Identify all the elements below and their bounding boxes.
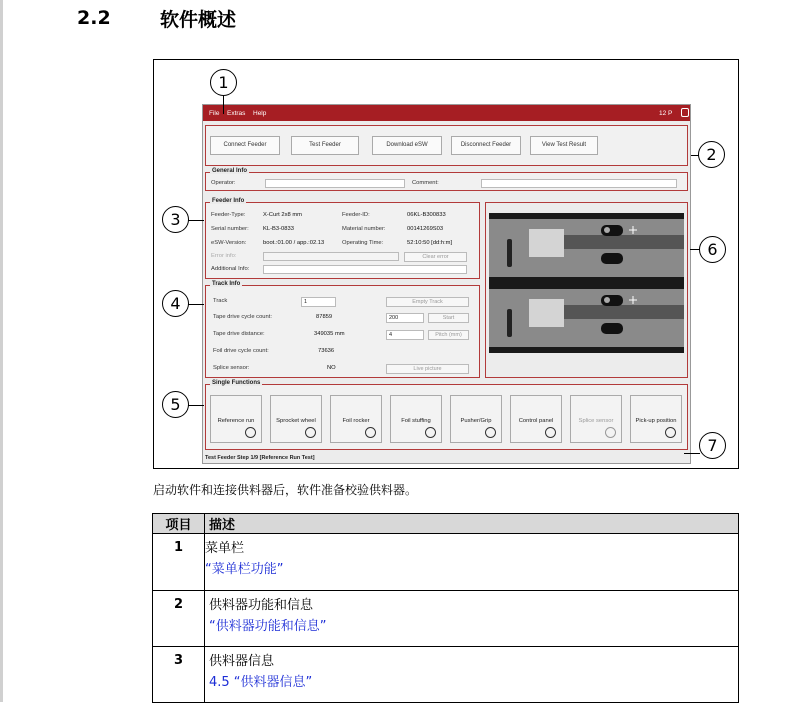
section-title: 软件概述: [160, 9, 237, 31]
single-functions-title: Single Functions: [212, 380, 261, 386]
header-description: 描述: [205, 514, 739, 534]
feeder-id-label: Feeder-ID:: [342, 212, 370, 218]
camera-view-group: [485, 202, 688, 378]
live-picture-button[interactable]: Live picture: [386, 364, 469, 374]
callout-1: 1: [210, 69, 237, 96]
callout-5: 5: [162, 391, 189, 418]
download-esw-button[interactable]: Download eSW: [372, 136, 442, 155]
disconnect-feeder-button[interactable]: Disconnect Feeder: [451, 136, 521, 155]
operator-label: Operator:: [211, 180, 236, 186]
callout-2: 2: [698, 141, 725, 168]
serial-label: Serial number:: [211, 226, 249, 232]
table-row: [153, 591, 739, 647]
control-panel-label: Control panel: [518, 418, 554, 424]
status-circle-icon: [305, 427, 316, 438]
callout-3: 3: [162, 206, 189, 233]
status-circle-icon: [545, 427, 556, 438]
track-info-group: [205, 281, 480, 378]
menu-extras[interactable]: Extras: [227, 110, 246, 117]
serial-value: KL-B3-0833: [263, 226, 294, 232]
general-info-group: [205, 168, 688, 191]
pusher-grip-label: Pusher/Grip: [460, 418, 492, 424]
foil-stuffing-button[interactable]: [390, 395, 442, 443]
foil-rocker-button[interactable]: [330, 395, 382, 443]
pusher-grip-button[interactable]: [450, 395, 502, 443]
operator-field[interactable]: [265, 179, 405, 188]
row-link[interactable]: “菜单栏功能”: [205, 562, 284, 577]
row-description-cell: [205, 534, 739, 591]
pitch-spinner[interactable]: 4: [386, 330, 424, 340]
esw-version-value: boot.:01.00 / app.:02.13: [263, 240, 325, 246]
esw-version-label: eSW-Version:: [211, 240, 247, 246]
status-circle-icon: [365, 427, 376, 438]
feeder-id-value: 06KL-B300833: [407, 212, 446, 218]
pitch-button[interactable]: Pitch (mm): [428, 330, 469, 340]
splice-sensor-label: Splice sensor: [578, 418, 614, 424]
figure-caption: 启动软件和连接供料器后，软件准备校验供料器。: [153, 483, 418, 497]
splice-sensor-value: NO: [327, 365, 336, 371]
tape-cycle-label: Tape drive cycle count:: [213, 314, 272, 320]
tape-cycle-value: 87859: [316, 314, 333, 320]
section-number: 2.2: [77, 7, 111, 29]
callout-6: 6: [699, 236, 726, 263]
start-button[interactable]: Start: [428, 313, 469, 323]
callout-4: 4: [162, 290, 189, 317]
splice-sensor-button[interactable]: [570, 395, 622, 443]
menu-bar: [203, 105, 690, 121]
status-circle-icon: [665, 427, 676, 438]
status-circle-icon: [485, 427, 496, 438]
additional-info-label: Additional Info:: [211, 266, 250, 272]
description-table: [152, 513, 739, 703]
error-info-field: [263, 252, 399, 261]
track-spinner[interactable]: 1: [301, 297, 336, 307]
view-test-result-button[interactable]: View Test Result: [530, 136, 598, 155]
feeder-test-app-window: [202, 104, 691, 464]
menu-file[interactable]: File: [209, 110, 220, 117]
window-icon: [681, 108, 689, 117]
material-label: Material number:: [342, 226, 386, 232]
pick-up-position-label: Pick-up position: [635, 418, 677, 424]
page-margin-bar: [0, 0, 3, 702]
pick-up-position-button[interactable]: [630, 395, 682, 443]
table-header-row: [153, 514, 739, 534]
row-description: 菜单栏: [205, 541, 245, 556]
menu-help[interactable]: Help: [253, 110, 267, 117]
track-label: Track: [213, 298, 228, 304]
callout-7: 7: [699, 432, 726, 459]
row-description: 供料器功能和信息: [209, 598, 314, 613]
row-description-cell: [205, 647, 739, 703]
additional-info-field[interactable]: [263, 265, 467, 274]
row-description: 供料器信息: [209, 654, 275, 669]
callout-line: [684, 453, 700, 454]
status-circle-icon: [245, 427, 256, 438]
foil-cycle-label: Foil drive cycle count:: [213, 348, 269, 354]
row-number: 3: [153, 647, 205, 703]
reference-run-label: Reference run: [217, 418, 255, 424]
control-panel-button[interactable]: [510, 395, 562, 443]
callout-line: [188, 304, 204, 305]
clear-error-button[interactable]: Clear error: [404, 252, 467, 262]
menu-status-indicator: 12 P: [659, 110, 673, 117]
callout-line: [223, 94, 224, 114]
callout-line: [188, 220, 204, 221]
sprocket-wheel-label: Sprocket wheel: [276, 418, 316, 424]
status-bar: Test Feeder Step 1/9 [Reference Run Test]: [205, 455, 315, 461]
row-number: 1: [153, 534, 205, 591]
reference-run-button[interactable]: [210, 395, 262, 443]
comment-label: Comment:: [412, 180, 439, 186]
software-screenshot-figure: [153, 59, 739, 469]
single-functions-group: [205, 380, 688, 450]
feeder-type-label: Feeder-Type:: [211, 212, 246, 218]
foil-rocker-label: Foil rocker: [342, 418, 370, 424]
track-info-title: Track Info: [212, 281, 241, 287]
connect-feeder-button[interactable]: Connect Feeder: [210, 136, 280, 155]
foil-stuffing-label: Foil stuffing: [401, 418, 431, 424]
status-circle-icon: [425, 427, 436, 438]
comment-field[interactable]: [481, 179, 677, 188]
status-circle-icon: [605, 427, 616, 438]
row-link[interactable]: 4.5 “供料器信息”: [209, 675, 313, 690]
general-info-title: General Info: [212, 168, 248, 174]
empty-track-button[interactable]: Empty Track: [386, 297, 469, 307]
row-link[interactable]: “供料器功能和信息”: [209, 619, 327, 634]
global-functions-group: [205, 125, 688, 166]
header-item: 项目: [153, 514, 205, 534]
material-value: 00141269S03: [407, 226, 444, 232]
operating-time-value: 52:10:50 [dd:h:m]: [407, 240, 453, 246]
feeder-info-group: [205, 198, 480, 279]
tape-distance-label: Tape drive distance:: [213, 331, 265, 337]
test-feeder-button[interactable]: Test Feeder: [291, 136, 359, 155]
splice-sensor-label: Splice sensor:: [213, 365, 250, 371]
sprocket-wheel-button[interactable]: [270, 395, 322, 443]
row-description-cell: [205, 591, 739, 647]
row-number: 2: [153, 591, 205, 647]
foil-cycle-value: 73636: [318, 348, 335, 354]
camera-image: [489, 213, 684, 353]
table-row: [153, 647, 739, 703]
feeder-info-title: Feeder Info: [212, 198, 245, 204]
operating-time-label: Operating Time:: [342, 240, 384, 246]
error-info-label: Error info:: [211, 253, 237, 259]
feeder-type-value: X-Curt 2x8 mm: [263, 212, 302, 218]
tape-cycle-spinner[interactable]: 200: [386, 313, 424, 323]
tape-distance-value: 349035 mm: [314, 331, 345, 337]
table-row: [153, 534, 739, 591]
callout-line: [188, 405, 204, 406]
